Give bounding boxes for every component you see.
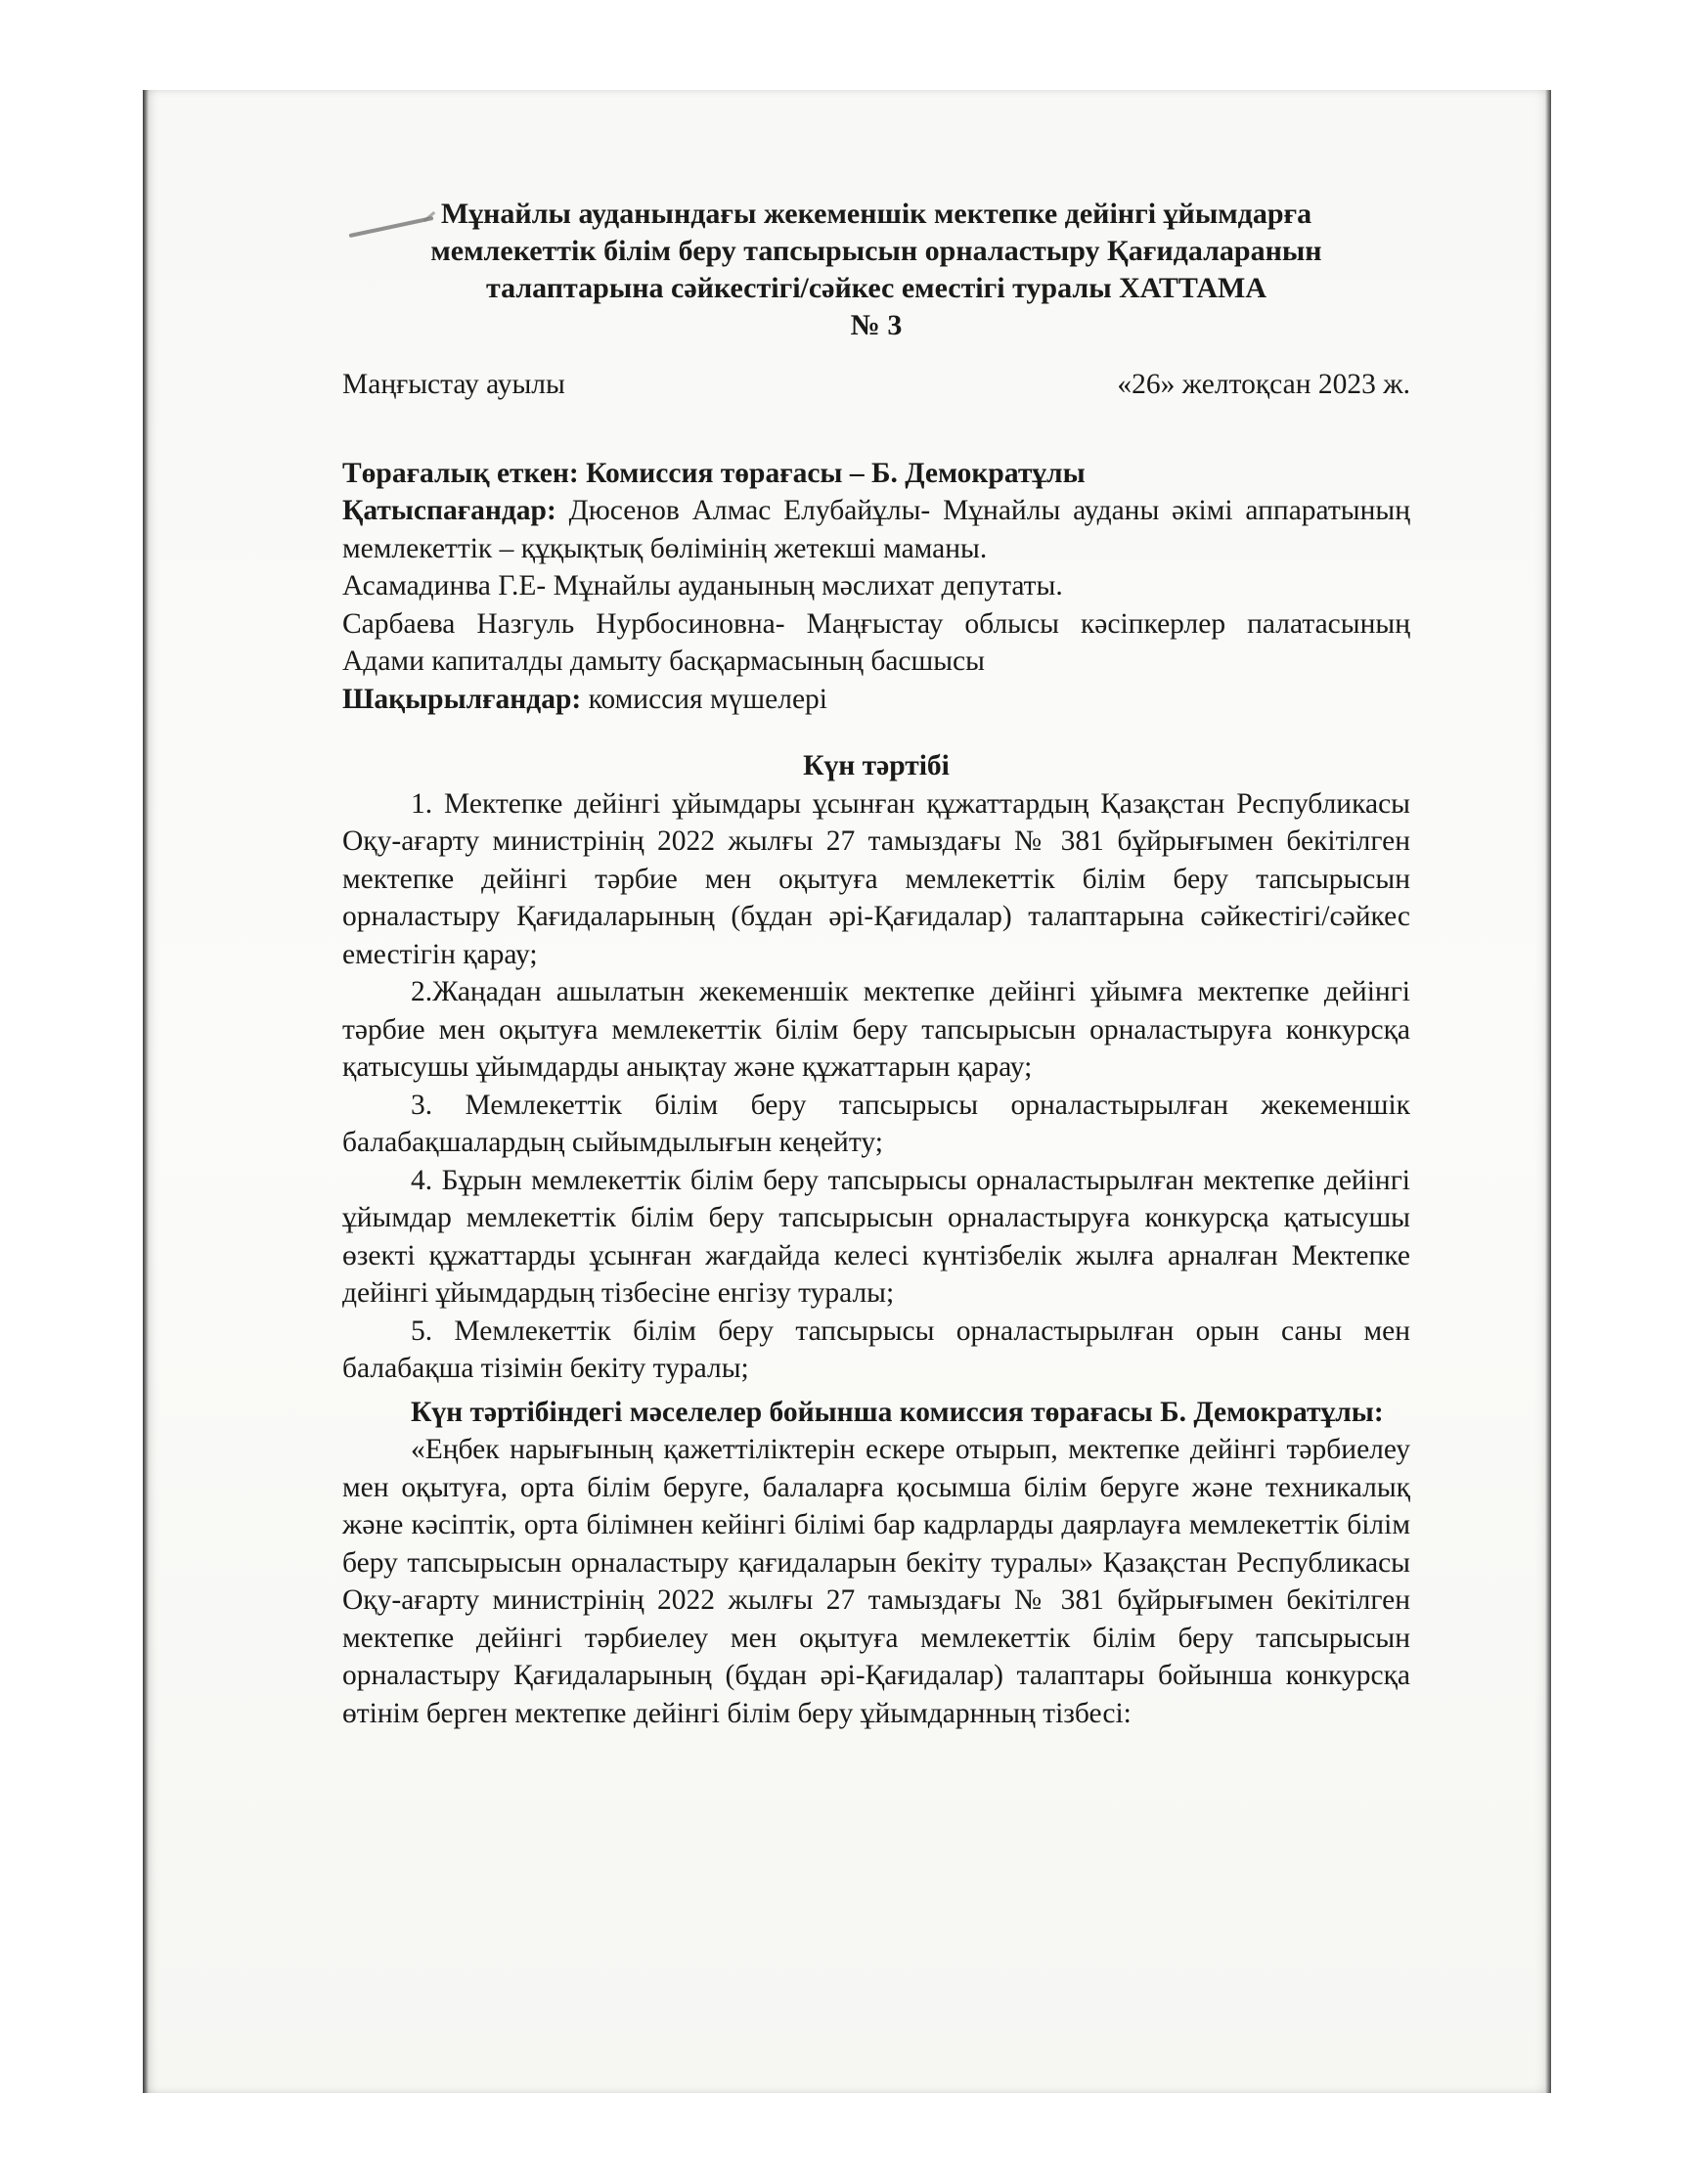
participants-text: Дюсенов Алмас Елубайұлы- Мұнайлы ауданы әкімі аппаратының мемлекеттік – құқықтық бөлімінің жетекші маманы. [342,495,1410,564]
document-body [342,196,1410,1732]
title-line-1: Мұнайлы ауданындағы жекеменшік мектепке дейінгі ұйымдарға [440,198,1312,230]
participants-paragraph [342,492,1410,567]
participant-3: Сарбаева Назгуль Нурбосиновна- Маңғыстау облысы кәсіпкерлер палатасының Адами капиталды дамыту басқармасының басшысы [342,607,1410,677]
title-line-3: талаптарына сәйкестігі/сәйкес еместігі туралы ХАТТАМА [485,272,1267,304]
invited-label: Шақырылғандар: [342,683,582,715]
participants-label: Қатыспағандар: [342,495,556,526]
invited-paragraph [342,681,1410,719]
agenda-title: Күн тәртібі [803,750,950,781]
participant-2: Асамадинва Г.Е- Мұнайлы ауданының мәслихат депутаты. [342,570,1063,602]
speaker-line: Күн тәртібіндегі мәселелер бойынша комиссия төрағасы Б. Демократұлы: [411,1396,1384,1428]
agenda-item-3: 3. Мемлекеттік білім беру тапсырысы орналастырылған жекеменшік балабақшалардың сыйымдылығын кеңейту; [342,1089,1410,1158]
agenda-item-2: 2.Жаңадан ашылатын жекеменшік мектепке дейінгі ұйымға мектепке дейінгі тәрбие мен оқытуға мемлекеттік білім беру тапсырысын орналастыруға конкурсқа қатысушы ұйымдарды анықтау және құжаттарын қарау; [342,976,1410,1083]
protocol-number: № 3 [850,309,903,341]
agenda-item-4: 4. Бұрын мемлекеттік білім беру тапсырысы орналастырылған мектепке дейінгі ұйымдар мемлекеттік білім беру тапсырысын орналастыруға конкурсқа қатысушы өзекті құжаттарды ұсынған жағдайда келесі күнтізбелік жылға арналған Мектепке дейінгі ұйымдардың тізбесіне енгізу туралы; [342,1164,1410,1309]
quote-paragraph: «Еңбек нарығының қажеттіліктерін ескере отырып, мектепке дейінгі тәрбиелеу мен оқытуға, орта білім беруге, балаларға қосымша білім беруге және техникалық және кәсіптік, орта білімнен кейінгі білімі бар кадрларды даярлауға мемлекеттік білім беру тапсырысын орналастыру қағидаларын бекіту туралы» Қазақстан Республикасы Оқу-ағарту министрінің 2022 жылғы 27 тамыздағы № 381 бұйрығымен бекітілген мектепке дейінгі тәрбиелеу мен оқытуға мемлекеттік білім беру тапсырысын орналастыру Қағидаларының (бұдан әрі-Қағидалар) талаптары бойынша конкурсқа өтінім берген мектепке дейінгі білім беру ұйымдарнның тізбесі: [342,1434,1410,1729]
invited-text: комиссия мүшелері [581,683,827,715]
agenda-item-5: 5. Мемлекеттік білім беру тапсырысы орналастырылған орын саны мен балабақша тізімін бекіту туралы; [342,1315,1410,1384]
place-date-line [342,366,1410,404]
chair-line: Төрағалық еткен: Комиссия төрағасы – Б. Демократұлы [342,457,1086,489]
date: «26» желтоқсан 2023 ж. [1117,369,1410,400]
place: Маңғыстау ауылы [342,369,565,400]
agenda-item-1: 1. Мектепке дейінгі ұйымдары ұсынған құжаттардың Қазақстан Республикасы Оқу-ағарту министрінің 2022 жылғы 27 тамыздағы № 381 бұйрығымен бекітілген мектепке дейінгі тәрбие мен оқытуға мемлекеттік білім беру тапсырысын орналастыру Қағидаларының (бұдан әрі-Қағидалар) талаптарына сәйкестігі/сәйкес еместігін қарау; [342,787,1410,970]
title-line-2: мемлекеттік білім беру тапсырысын орналастыру Қағидаларанын [430,235,1322,267]
document-title [342,196,1410,344]
